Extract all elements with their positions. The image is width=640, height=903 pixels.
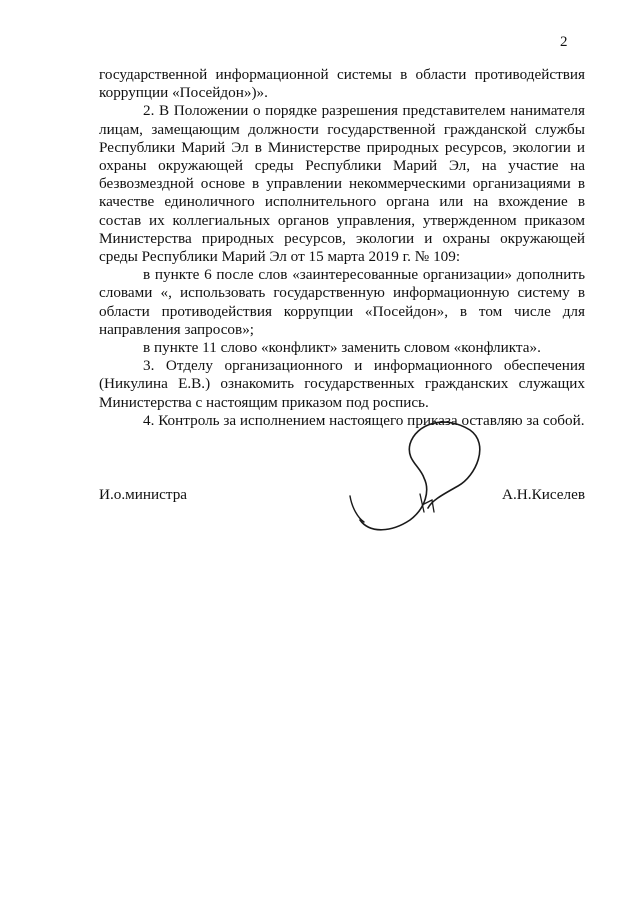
- paragraph-point-11: в пункте 11 слово «конфликт» заменить словом «конфликта».: [143, 339, 541, 357]
- position-title: И.о.министра: [99, 486, 188, 503]
- paragraph-point-6: в пункте 6 после слов «заинтересованные организации» дополнить словами «, использовать государственную информационную систему в области противодействия коррупции «Посейдон», в том числе для направления запросов»;: [99, 266, 585, 338]
- document-body: [99, 66, 585, 430]
- paragraph-item-3: 3. Отделу организационного и информационного обеспечения (Никулина Е.В.) ознакомить государственных гражданских служащих Министерства с настоящим приказом под роспись.: [99, 357, 585, 411]
- page-number: 2: [560, 34, 568, 50]
- paragraph-item-4: 4. Контроль за исполнением настоящего приказа оставляю за собой.: [143, 411, 585, 429]
- paragraph-item-2: 2. В Положении о порядке разрешения представителем нанимателя лицам, замещающим должности государственной гражданской службы Республики Марий Эл в Министерстве природных ресурсов, экологии и охраны окружающей среды Республики Марий Эл, на участие на безвозмездной основе в управлении некоммерческими организациями в качестве единоличного исполнительного органа или на вхождение в состав их коллегиальных органов управления, утвержденном приказом Министерства природных ресурсов, экологии и охраны окружающей среды Республики Марий Эл от 15 марта 2019 г. № 109:: [99, 102, 585, 266]
- paragraph-continuation: государственной информационной системы в области противодействия коррупции «Посейдон»)».: [99, 66, 585, 102]
- handwritten-signature: [340, 416, 490, 546]
- signer-name: А.Н.Киселев: [502, 486, 585, 503]
